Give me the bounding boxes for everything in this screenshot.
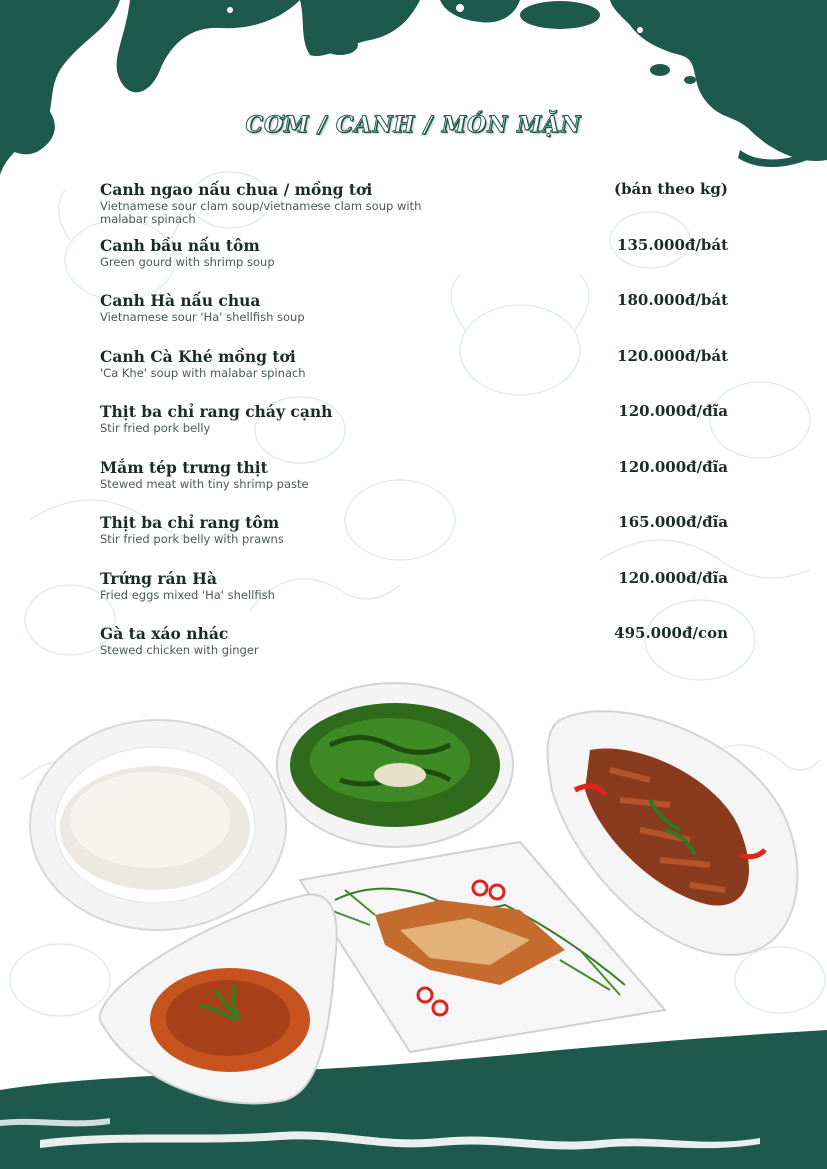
dish-price: 120.000đ/đĩa bbox=[618, 568, 728, 587]
dish-name: Thịt ba chỉ rang cháy cạnh bbox=[100, 402, 333, 421]
dish-price: 495.000đ/con bbox=[614, 624, 728, 642]
menu-item bbox=[100, 180, 728, 236]
dish-name: Gà ta xáo nhác bbox=[100, 624, 229, 643]
dish-price: 165.000đ/đĩa bbox=[618, 513, 728, 531]
dish-price: 120.000đ/bát bbox=[617, 346, 728, 365]
dish-price: (bán theo kg) bbox=[613, 180, 728, 198]
menu-list bbox=[100, 180, 728, 680]
menu-item bbox=[100, 513, 728, 569]
menu-item bbox=[100, 569, 728, 625]
menu-item bbox=[100, 236, 728, 292]
dish-price: 180.000đ/bát bbox=[617, 291, 728, 309]
soup-bowl bbox=[277, 683, 513, 847]
dish-description: Vietnamese sour 'Ha' shellfish soup bbox=[100, 310, 305, 324]
dish-price: 135.000đ/bát bbox=[617, 235, 728, 254]
dish-name: Thịt ba chỉ rang tôm bbox=[100, 513, 280, 532]
page-title: CƠM / CANH / MÓN MẶN bbox=[245, 112, 582, 138]
dish-price: 120.000đ/đĩa bbox=[618, 457, 728, 476]
dish-description: Stewed chicken with ginger bbox=[100, 643, 259, 657]
octopus-tentacle-decoration bbox=[0, 0, 827, 190]
menu-item bbox=[100, 347, 728, 403]
dish-description: Stir fried pork belly with prawns bbox=[100, 532, 284, 546]
menu-item bbox=[100, 402, 728, 458]
food-dishes-illustration bbox=[0, 670, 827, 1130]
dish-name: Canh Hà nấu chua bbox=[100, 291, 261, 310]
dish-description: Green gourd with shrimp soup bbox=[100, 254, 275, 269]
dish-name: Canh Cà Khé mồng tơi bbox=[100, 346, 296, 366]
dish-description: 'Ca Khe' soup with malabar spinach bbox=[100, 365, 306, 380]
dish-name: Mắm tép trưng thịt bbox=[100, 457, 268, 477]
menu-item bbox=[100, 458, 728, 514]
dish-description: Fried eggs mixed 'Ha' shellfish bbox=[100, 587, 275, 602]
dish-name: Canh bầu nấu tôm bbox=[100, 235, 260, 255]
dish-description: Stewed meat with tiny shrimp paste bbox=[100, 476, 309, 491]
dish-name: Trứng rán Hà bbox=[100, 568, 217, 588]
dish-price: 120.000đ/đĩa bbox=[618, 402, 728, 420]
rice-bowl bbox=[30, 720, 286, 930]
menu-item bbox=[100, 291, 728, 347]
dish-name: Canh ngao nấu chua / mồng tơi bbox=[100, 180, 373, 199]
dish-description: Stir fried pork belly bbox=[100, 421, 211, 435]
dish-description: Vietnamese sour clam soup/vietnamese clam soup with malabar spinach bbox=[100, 199, 422, 226]
